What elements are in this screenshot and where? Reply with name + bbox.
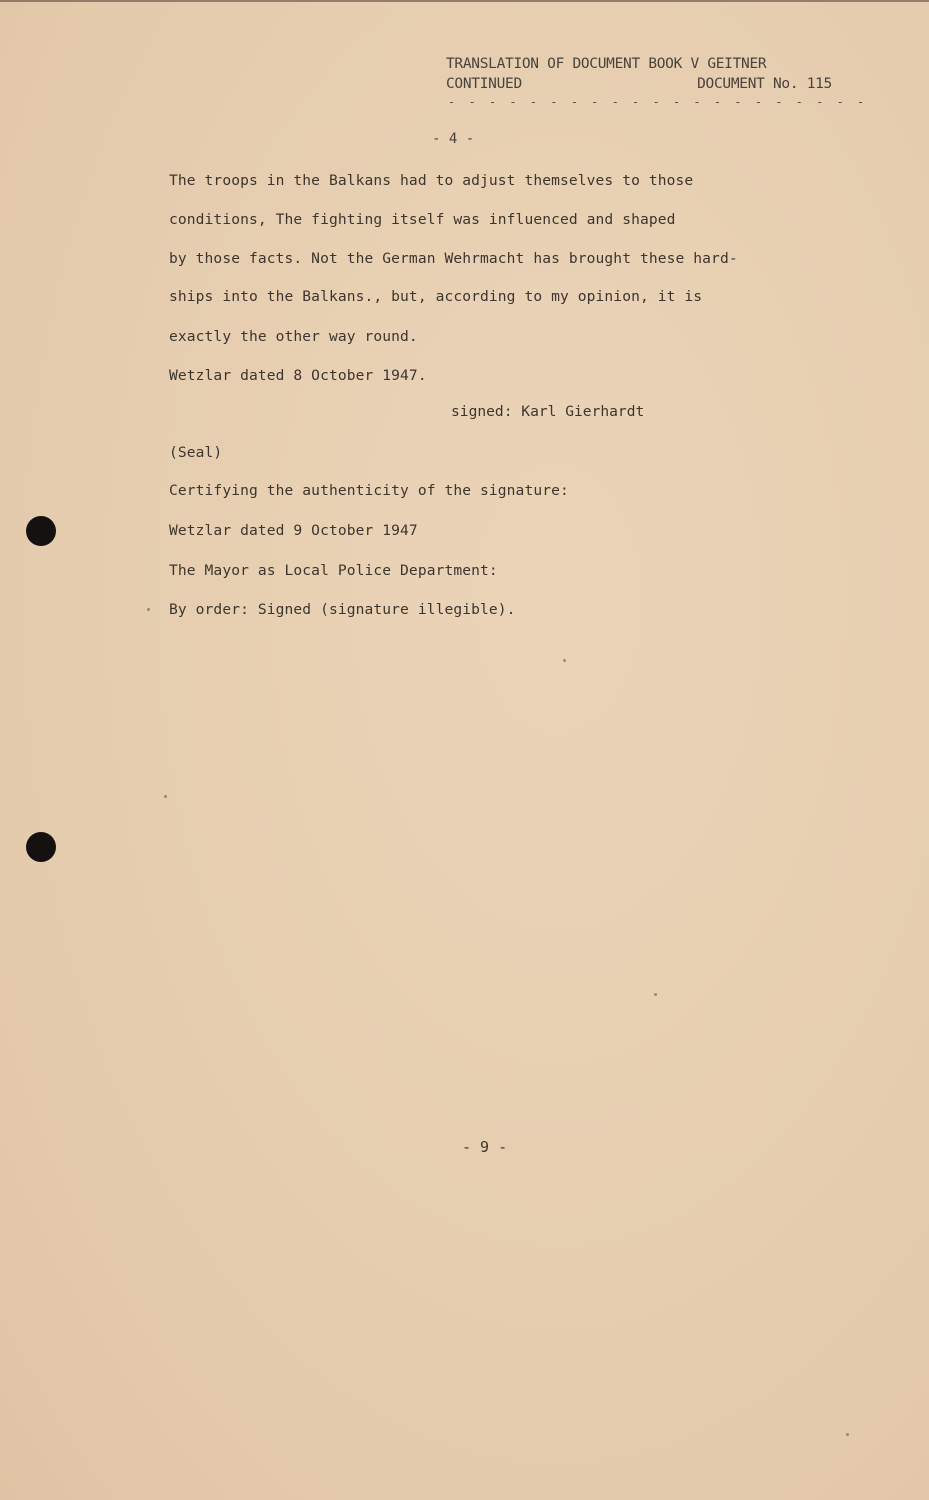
body-line: exactly the other way round. [169, 328, 418, 345]
certification-heading: Certifying the authenticity of the signature: [169, 482, 569, 499]
certification-authority: The Mayor as Local Police Department: [169, 562, 498, 579]
seal-mark: (Seal) [169, 444, 223, 461]
header-dash-rule: - - - - - - - - - - - - - - - - - - - - - [448, 95, 868, 109]
body-line: The troops in the Balkans had to adjust themselves to those [169, 172, 694, 189]
header-continued: CONTINUED [446, 76, 522, 92]
paper-speck [654, 993, 657, 996]
paper-speck [147, 608, 150, 611]
header-title: TRANSLATION OF DOCUMENT BOOK V GEITNER [446, 56, 767, 72]
paper-speck [846, 1433, 849, 1436]
certification-dateline: Wetzlar dated 9 October 1947 [169, 522, 418, 539]
header-document-number: DOCUMENT No. 115 [697, 76, 832, 92]
header-subline [446, 74, 832, 94]
paper-speck [164, 795, 167, 798]
punch-hole-bottom [26, 832, 56, 862]
certification-order: By order: Signed (signature illegible). [169, 601, 516, 618]
body-line: conditions, The fighting itself was influenced and shaped [169, 211, 676, 228]
signature-line: signed: Karl Gierhardt [451, 403, 645, 420]
page-top-edge [0, 0, 929, 2]
document-header [446, 54, 832, 94]
body-line: ships into the Balkans., but, according to my opinion, it is [169, 288, 703, 305]
dateline-1: Wetzlar dated 8 October 1947. [169, 367, 427, 384]
paper-speck [563, 659, 566, 662]
punch-hole-top [26, 516, 56, 546]
footer-page-number: - 9 - [462, 1138, 508, 1156]
body-line: by those facts. Not the German Wehrmacht has brought these hard- [169, 250, 738, 267]
page-marker: - 4 - [432, 131, 475, 147]
